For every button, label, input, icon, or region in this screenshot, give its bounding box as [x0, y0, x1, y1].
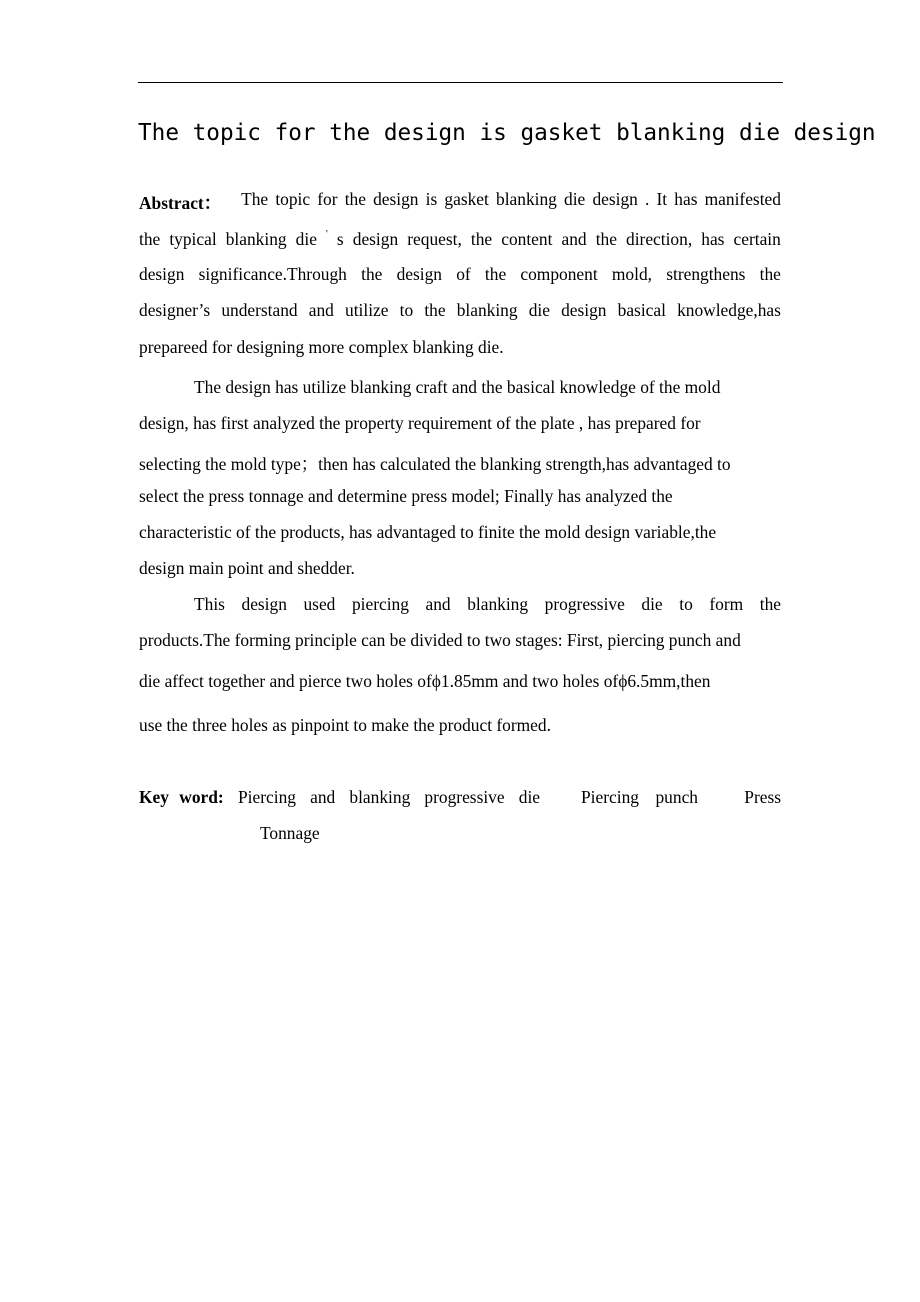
keywords-line-2: Tonnage — [260, 823, 320, 843]
word: and — [308, 300, 334, 320]
word: the — [759, 264, 781, 284]
word: ' — [326, 229, 328, 240]
word: manifested — [704, 189, 781, 209]
abstract-text — [241, 189, 781, 214]
word: blanking — [496, 189, 557, 209]
word: blanking — [225, 229, 287, 249]
paragraph-2-line-3: selecting the mold type；then has calculated the blanking strength,has advantaged to — [139, 454, 731, 474]
word: significance.Through — [198, 264, 347, 284]
word: the — [344, 189, 366, 209]
word: understand — [221, 300, 298, 320]
word: design — [561, 300, 607, 320]
word: piercing — [351, 594, 409, 614]
word: certain — [733, 229, 781, 249]
word: the — [361, 264, 383, 284]
paragraph-2-line-2: design, has first analyzed the property requirement of the plate , has prepared for — [139, 413, 701, 433]
keyword-word: Piercing — [238, 787, 296, 807]
word: blanking — [467, 594, 529, 614]
word: is — [425, 189, 438, 209]
word: knowledge,has — [677, 300, 781, 320]
word: for — [317, 189, 338, 209]
word: It — [656, 189, 668, 209]
word: form — [709, 594, 744, 614]
keyword-word: punch — [655, 787, 698, 807]
paragraph-2-line-5: characteristic of the products, has advantaged to finite the mold design variable,the — [139, 522, 717, 542]
word: progressive — [544, 594, 625, 614]
paragraph-2-line-4: select the press tonnage and determine press model; Finally has analyzed the — [139, 486, 673, 506]
word: die — [295, 229, 317, 249]
word: the — [484, 264, 507, 284]
word: and — [561, 229, 587, 249]
word: die — [528, 300, 550, 320]
abstract-line-5: prepareed for designing more complex blanking die. — [139, 337, 504, 357]
word: typical — [169, 229, 217, 249]
word: . — [645, 189, 650, 209]
abstract-line-3 — [139, 264, 781, 285]
word: die — [564, 189, 586, 209]
abstract-line-1 — [139, 189, 781, 214]
word: component — [520, 264, 598, 284]
abstract-line-2 — [139, 229, 781, 250]
word: gasket — [444, 189, 489, 209]
word: to — [399, 300, 414, 320]
word: has — [701, 229, 725, 249]
abstract-line-4 — [139, 300, 781, 321]
word: to — [679, 594, 693, 614]
word: the — [424, 300, 446, 320]
word: has — [674, 189, 698, 209]
keyword-word: and — [310, 787, 336, 807]
keyword-word: blanking — [349, 787, 411, 807]
word: request, — [407, 229, 462, 249]
word: the — [139, 229, 161, 249]
word: designer’s — [139, 300, 211, 320]
word: the — [759, 594, 781, 614]
word: used — [303, 594, 336, 614]
word: of — [456, 264, 471, 284]
word: topic — [275, 189, 311, 209]
word: design — [352, 229, 399, 249]
word: design — [592, 189, 638, 209]
word: The — [241, 189, 269, 209]
word: utilize — [345, 300, 389, 320]
word: basical — [617, 300, 666, 320]
header-rule — [138, 82, 783, 83]
document-title: The topic for the design is gasket blanking die design — [138, 120, 876, 146]
keyword-word: progressive — [424, 787, 505, 807]
word: strengthens — [666, 264, 746, 284]
paragraph-2-line-6: design main point and shedder. — [139, 558, 355, 578]
word: direction, — [626, 229, 693, 249]
keyword-word: Piercing — [581, 787, 639, 807]
word: design — [373, 189, 419, 209]
paragraph-3-line-1 — [139, 594, 781, 615]
word: die — [641, 594, 663, 614]
paragraph-2-line-1: The design has utilize blanking craft and the basical knowledge of the mold — [194, 377, 721, 397]
word: the — [595, 229, 617, 249]
word: blanking — [456, 300, 518, 320]
word: mold, — [611, 264, 652, 284]
word: This — [194, 594, 225, 614]
word: and — [425, 594, 451, 614]
paragraph-3-line-4: use the three holes as pinpoint to make the product formed. — [139, 715, 551, 735]
word: design — [396, 264, 442, 284]
word: the — [470, 229, 493, 249]
word: s — [336, 229, 344, 249]
word: design — [241, 594, 287, 614]
word: content — [501, 229, 553, 249]
keyword-word: die — [518, 787, 540, 807]
keyword-1 — [238, 787, 540, 808]
word: design — [139, 264, 185, 284]
keywords-label: Key word: — [139, 787, 224, 807]
abstract-label: Abstract： — [139, 193, 222, 213]
keyword-3: Press — [744, 787, 781, 807]
paragraph-3-line-2: products.The forming principle can be divided to two stages: First, piercing punch and — [139, 630, 741, 650]
keyword-2 — [581, 787, 698, 808]
paragraph-3-line-3: die affect together and pierce two holes ofϕ1.85mm and two holes ofϕ6.5mm,then — [139, 671, 711, 691]
